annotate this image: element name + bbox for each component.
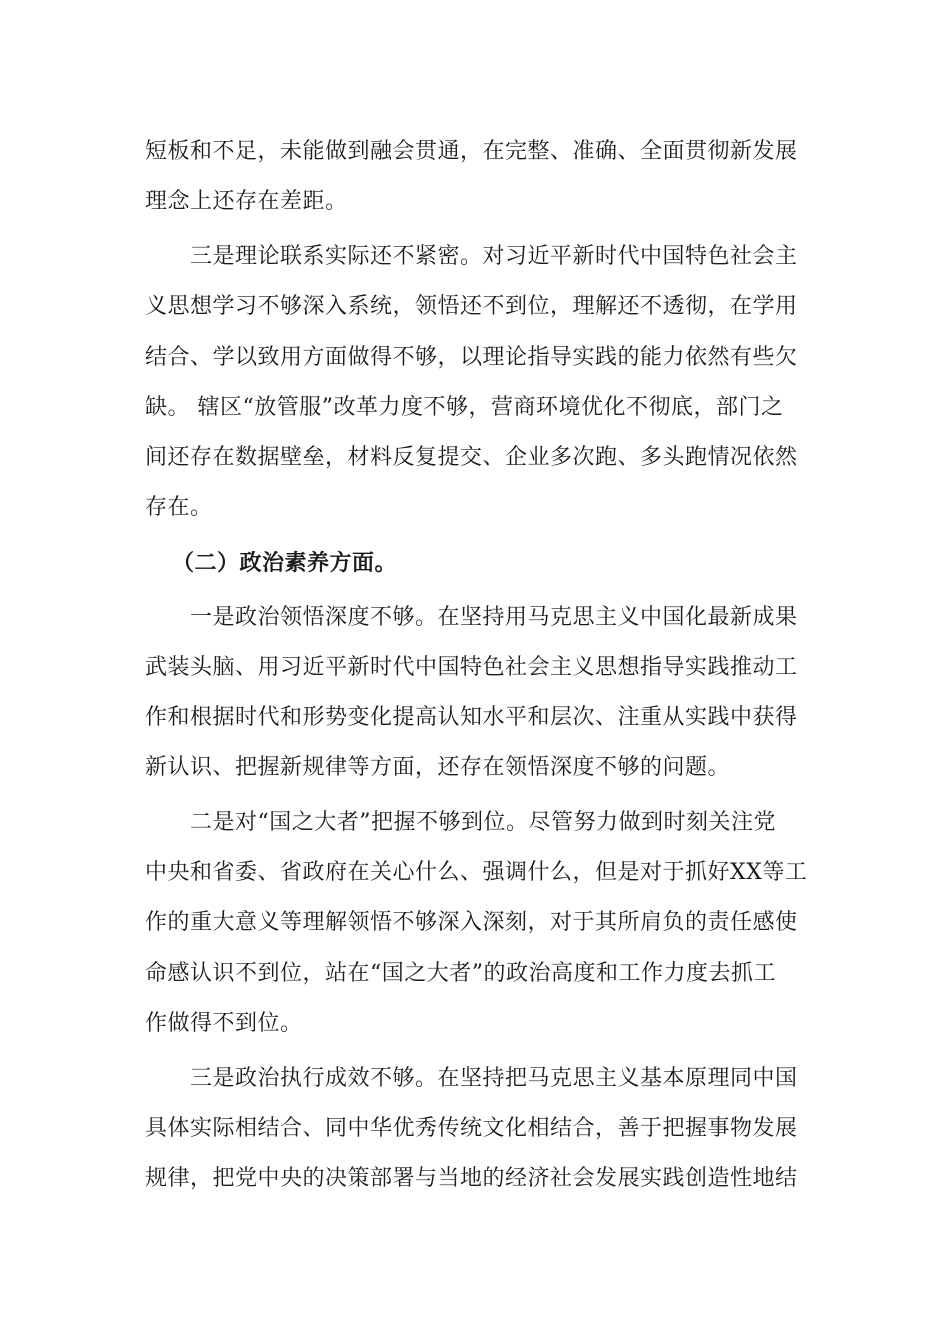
text-line: 缺。 辖区“放管服”改革力度不够，营商环境优化不彻底，部门之 bbox=[145, 395, 784, 420]
text-line: 新认识、把握新规律等方面，还存在领悟深度不够的问题。 bbox=[145, 755, 731, 780]
text-line: 短板和不足，未能做到融会贯通，在完整、准确、全面贯彻新发展 bbox=[145, 139, 798, 164]
text-line: 中央和省委、省政府在关心什么、强调什么，但是对于抓好XX等工 bbox=[145, 860, 808, 885]
paragraph-start-line: 三是理论联系实际还不紧密。对习近平新时代中国特色社会主 bbox=[190, 244, 798, 269]
text-line: 具体实际相结合、同中华优秀传统文化相结合，善于把握事物发展 bbox=[145, 1116, 798, 1141]
text-line: 作和根据时代和形势变化提高认知水平和层次、注重从实践中获得 bbox=[145, 705, 798, 730]
text-line: 作的重大意义等理解领悟不够深入深刻，对于其所肩负的责任感使 bbox=[145, 910, 798, 935]
text-line: 义思想学习不够深入系统，领悟还不到位，理解还不透彻，在学用 bbox=[145, 294, 798, 319]
text-line: 作做得不到位。 bbox=[145, 1011, 303, 1036]
paragraph-start-line: 一是政治领悟深度不够。在坚持用马克思主义中国化最新成果 bbox=[190, 605, 798, 630]
text-line: 命感认识不到位，站在“国之大者”的政治高度和工作力度去抓工 bbox=[145, 961, 776, 986]
text-line: 间还存在数据壁垒，材料反复提交、企业多次跑、多头跑情况依然 bbox=[145, 445, 798, 470]
text-line: 规律，把党中央的决策部署与当地的经济社会发展实践创造性地结 bbox=[145, 1166, 798, 1191]
paragraph-start-line: 三是政治执行成效不够。在坚持把马克思主义基本原理同中国 bbox=[190, 1066, 798, 1091]
text-line: 存在。 bbox=[145, 495, 213, 520]
text-line: 武装头脑、用习近平新时代中国特色社会主义思想指导实践推动工 bbox=[145, 655, 798, 680]
text-line: 理念上还存在差距。 bbox=[145, 189, 348, 214]
section-heading: （二）政治素养方面。 bbox=[172, 550, 398, 576]
paragraph-start-line: 二是对“国之大者”把握不够到位。尽管努力做到时刻关注党 bbox=[190, 810, 776, 835]
text-line: 结合、学以致用方面做得不够，以理论指导实践的能力依然有些欠 bbox=[145, 345, 798, 370]
